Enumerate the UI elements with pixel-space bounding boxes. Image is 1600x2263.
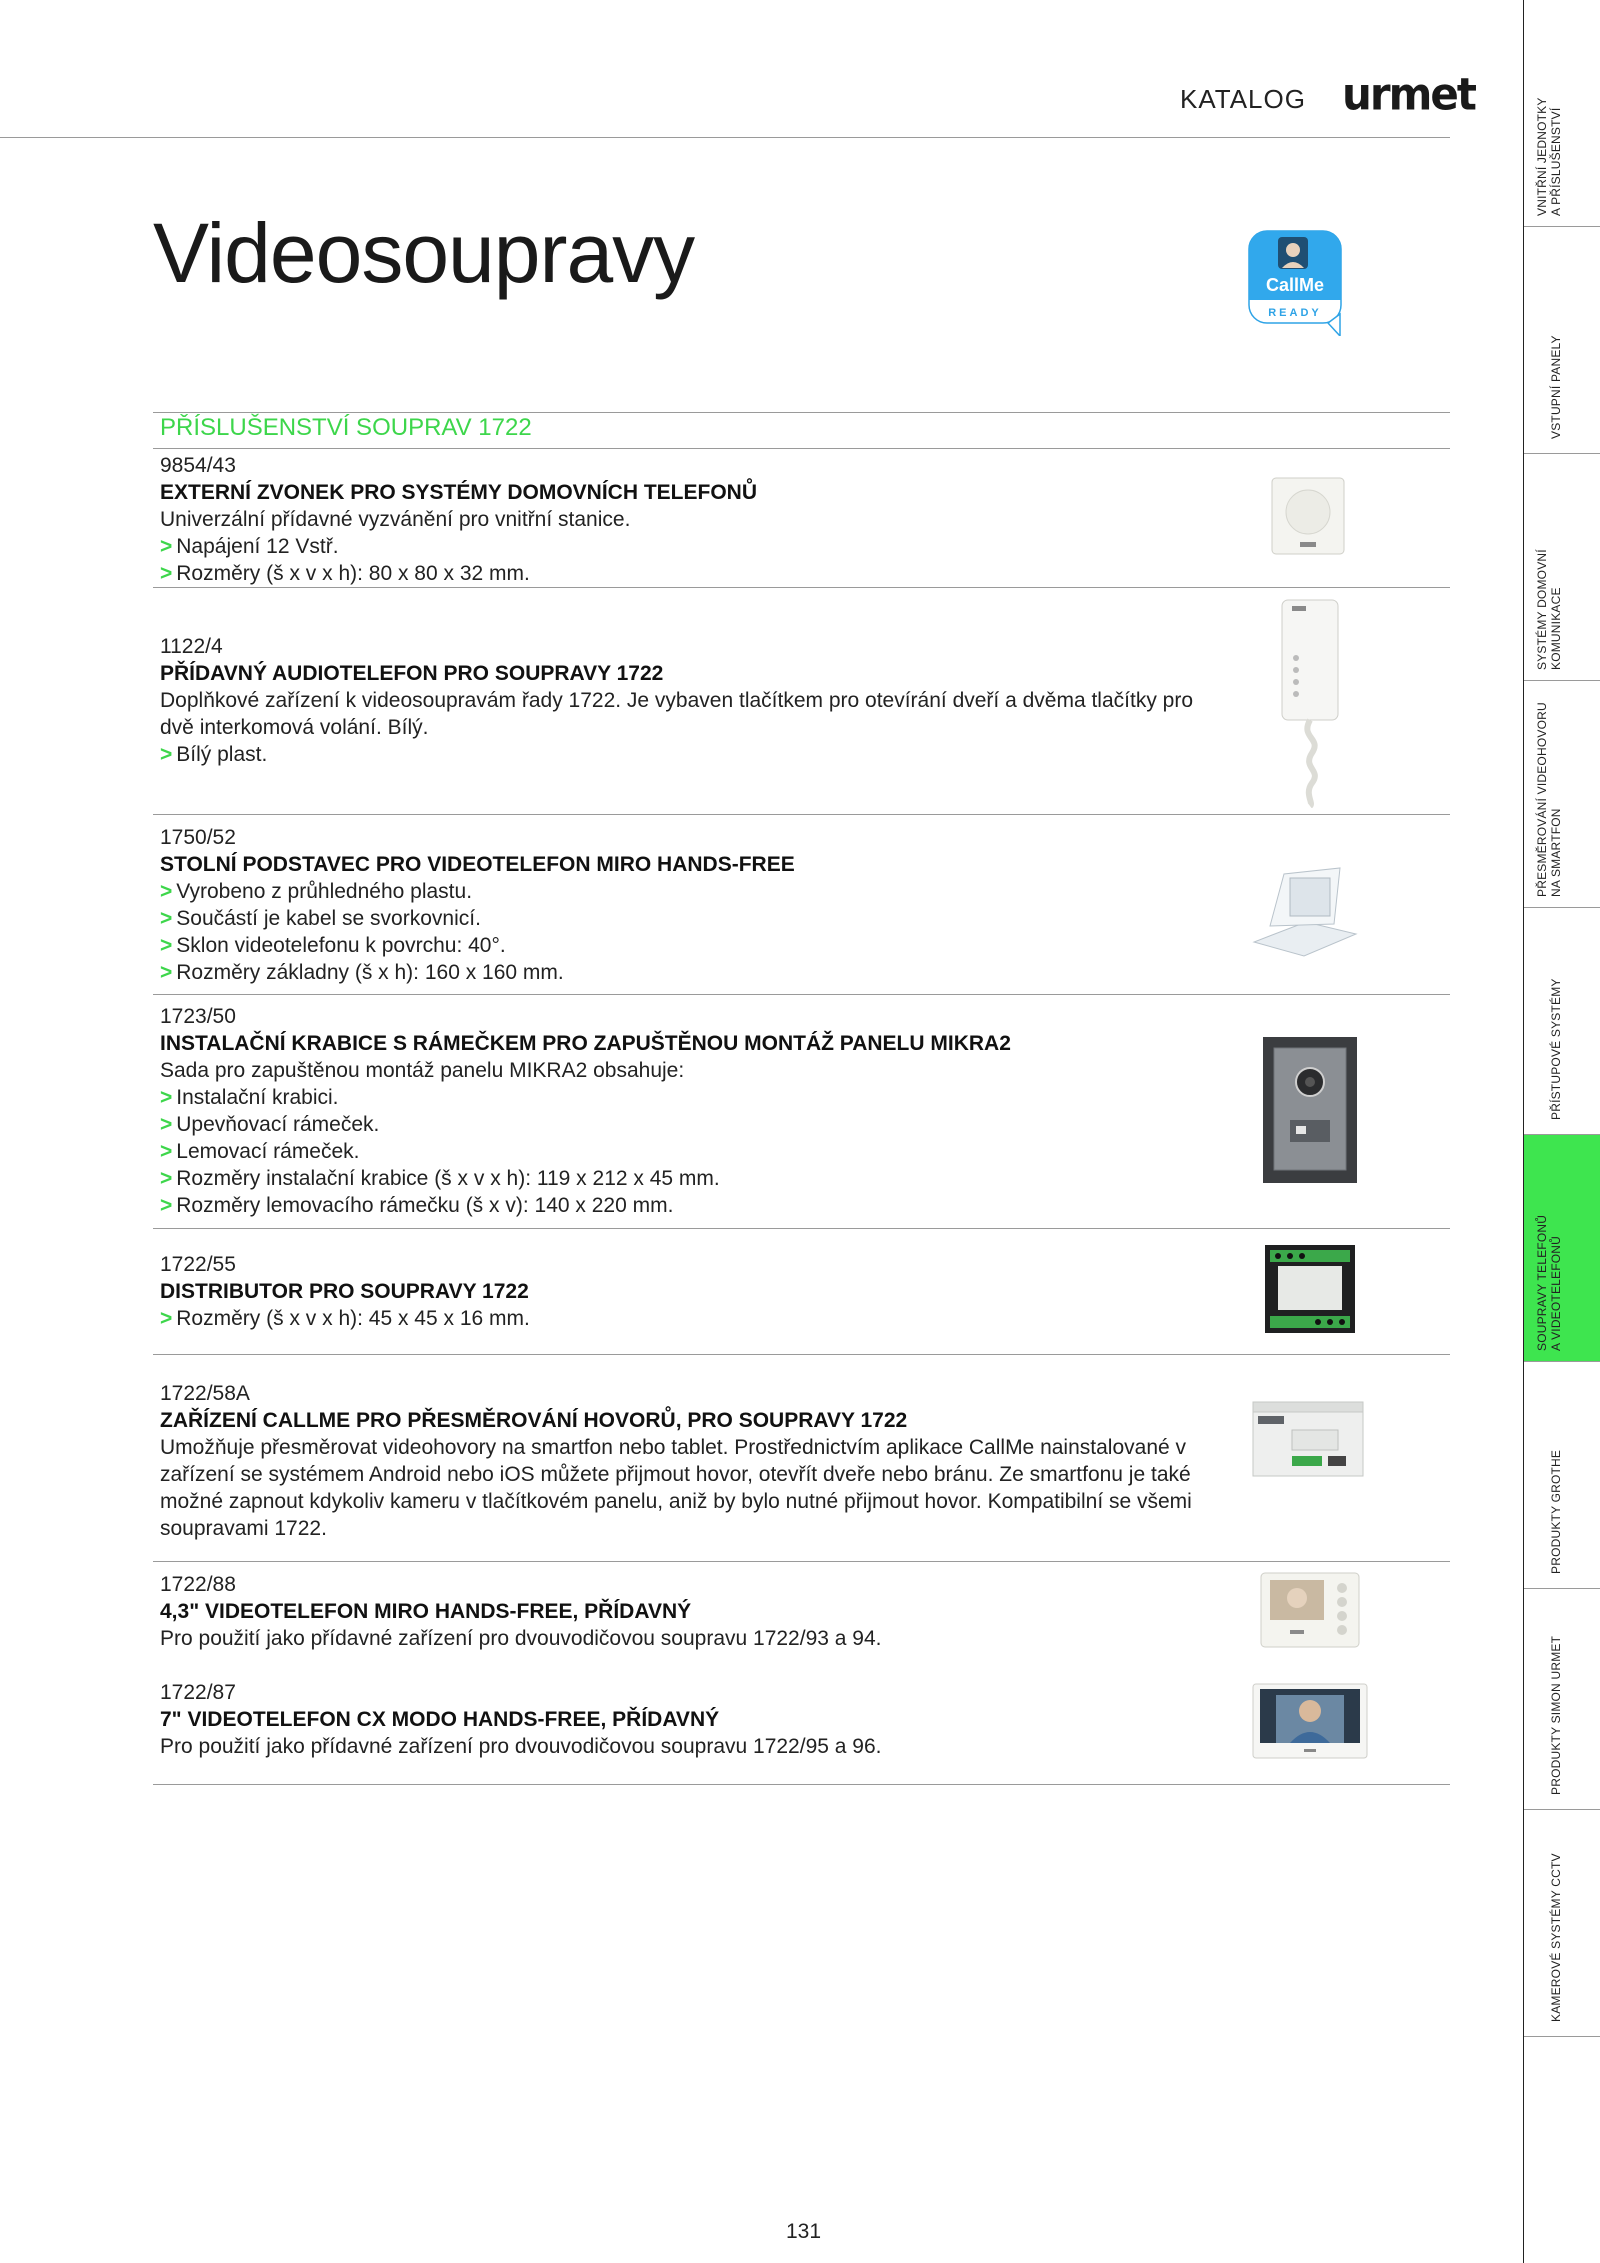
video-monitor-miro-image: [1260, 1572, 1360, 1648]
product-code: 1750/52: [160, 826, 236, 849]
flush-box-image: [1262, 1036, 1358, 1184]
product-bullet: > Upevňovací rámeček.: [160, 1113, 380, 1136]
product-name: DISTRIBUTOR PRO SOUPRAVY 1722: [160, 1280, 529, 1303]
product-bullet: > Rozměry (š x v x h): 45 x 45 x 16 mm.: [160, 1307, 530, 1330]
product-divider: [153, 587, 1450, 588]
product-divider: [153, 814, 1450, 815]
tab-pristupove-systemy[interactable]: PŘÍSTUPOVÉ SYSTÉMY: [1524, 908, 1600, 1135]
product-bullet: > Rozměry základny (š x h): 160 x 160 mm.: [160, 961, 564, 984]
product-bullet: > Rozměry lemovacího rámečku (š x v): 140 x 220 mm.: [160, 1194, 674, 1217]
section-heading: PŘÍSLUŠENSTVÍ SOUPRAV 1722: [160, 414, 532, 441]
product-code: 9854/43: [160, 454, 236, 477]
product-code: 1722/58A: [160, 1382, 250, 1405]
product-divider: [153, 994, 1450, 995]
tab-soupravy[interactable]: SOUPRAVY TELEFONŮ A VIDEOTELEFONŮ: [1524, 1135, 1600, 1362]
distributor-image: [1264, 1244, 1356, 1334]
product-desc: Univerzální přídavné vyzvánění pro vnitřní stanice.: [160, 508, 631, 531]
product-bullet: > Sklon videotelefonu k povrchu: 40°.: [160, 934, 506, 957]
product-code: 1122/4: [160, 635, 223, 658]
product-name: EXTERNÍ ZVONEK PRO SYSTÉMY DOMOVNÍCH TELEFONŮ: [160, 481, 758, 504]
product-bullet: > Lemovací rámeček.: [160, 1140, 360, 1163]
tab-kamerove-systemy[interactable]: KAMEROVÉ SYSTÉMY CCTV: [1524, 1810, 1600, 2037]
product-desc: Sada pro zapuštěnou montáž panelu MIKRA2 obsahuje:: [160, 1059, 685, 1082]
product-code: 1723/50: [160, 1005, 236, 1028]
page-title: Videosoupravy: [153, 206, 695, 300]
product-divider: [153, 1561, 1450, 1562]
product-bullet: > Součástí je kabel se svorkovnicí.: [160, 907, 481, 930]
product-bullet: > Bílý plast.: [160, 743, 268, 766]
product-desc: Doplňkové zařízení k videosoupravám řady 1722. Je vybaven tlačítkem pro otevírání dveří a dvěma tlačítky pro dvě interkomová volání. Bílý.: [160, 689, 1194, 739]
desk-stand-image: [1244, 864, 1362, 960]
product-divider: [153, 1354, 1450, 1355]
product-code: 1722/88: [160, 1573, 236, 1596]
product-desc: Pro použití jako přídavné zařízení pro dvouvodičovou soupravu 1722/93 a 94.: [160, 1627, 882, 1650]
video-monitor-modo-image: [1252, 1683, 1368, 1759]
product-code: 1722/87: [160, 1681, 236, 1704]
badge-sub: READY: [1268, 307, 1322, 319]
urmet-logo: urmet: [1342, 68, 1475, 121]
callme-ready-badge: [1248, 230, 1342, 336]
product-name: INSTALAČNÍ KRABICE S RÁMEČKEM PRO ZAPUŠTĚNOU MONTÁŽ PANELU MIKRA2: [160, 1032, 1011, 1055]
tab-presmerovani[interactable]: PŘESMĚROVÁNÍ VIDEOHOVORU NA SMARTFON: [1524, 681, 1600, 908]
page-number: 131: [786, 2220, 822, 2243]
tab-systemy-domovni[interactable]: SYSTÉMY DOMOVNÍ KOMUNIKACE: [1524, 454, 1600, 681]
section-top-rule: [153, 412, 1450, 413]
product-desc: Umožňuje přesměrovat videohovory na smartfon nebo tablet. Prostřednictvím aplikace CallMe nainstalované v zařízení se systémem Android nebo iOS můžete přijmout hovor, otevřít dveře nebo bránu. Ze smartfonu je také možné zapnout kdykoliv kameru v tlačítkovém panelu, aniž by bylo nutné přijmout hovor. Kompatibilní se všemi soupravami 1722.: [160, 1436, 1192, 1540]
audio-handset-image: [1272, 598, 1348, 808]
product-bullet: > Instalační krabici.: [160, 1086, 339, 1109]
tab-produkty-simon[interactable]: PRODUKTY SIMON URMET: [1524, 1589, 1600, 1810]
product-name: STOLNÍ PODSTAVEC PRO VIDEOTELEFON MIRO HANDS-FREE: [160, 853, 795, 876]
product-bullet: > Vyrobeno z průhledného plastu.: [160, 880, 473, 903]
din-module-image: [1252, 1400, 1364, 1480]
catalog-label: KATALOG: [1180, 84, 1306, 114]
tab-vstupni-panely[interactable]: VSTUPNÍ PANELY: [1524, 227, 1600, 454]
sidebar-nav: [1523, 0, 1600, 2263]
product-name: 4,3" VIDEOTELEFON MIRO HANDS-FREE, PŘÍDAVNÝ: [160, 1600, 692, 1623]
product-desc: Pro použití jako přídavné zařízení pro dvouvodičovou soupravu 1722/95 a 96.: [160, 1735, 882, 1758]
header-divider: [0, 137, 1450, 138]
tab-produkty-grothe[interactable]: PRODUKTY GROTHE: [1524, 1362, 1600, 1589]
product-bullet: > Rozměry (š x v x h): 80 x 80 x 32 mm.: [160, 562, 530, 585]
product-name: PŘÍDAVNÝ AUDIOTELEFON PRO SOUPRAVY 1722: [160, 662, 664, 685]
product-name: ZAŘÍZENÍ CALLME PRO PŘESMĚROVÁNÍ HOVORŮ, PRO SOUPRAVY 1722: [160, 1409, 908, 1432]
product-bullet: > Rozměry instalační krabice (š x v x h): 119 x 212 x 45 mm.: [160, 1167, 720, 1190]
product-divider: [153, 1228, 1450, 1229]
wall-bell-image: [1270, 476, 1346, 556]
badge-brand: CallMe: [1265, 275, 1325, 295]
tab-vnitrni-jednotky[interactable]: VNITŘNÍ JEDNOTKY A PŘÍSLUŠENSTVÍ: [1524, 0, 1600, 227]
product-code: 1722/55: [160, 1253, 236, 1276]
section-bottom-rule: [153, 448, 1450, 449]
product-bullet: > Napájení 12 Vstř.: [160, 535, 339, 558]
product-divider: [153, 1784, 1450, 1785]
product-name: 7" VIDEOTELEFON CX MODO HANDS-FREE, PŘÍDAVNÝ: [160, 1708, 720, 1731]
